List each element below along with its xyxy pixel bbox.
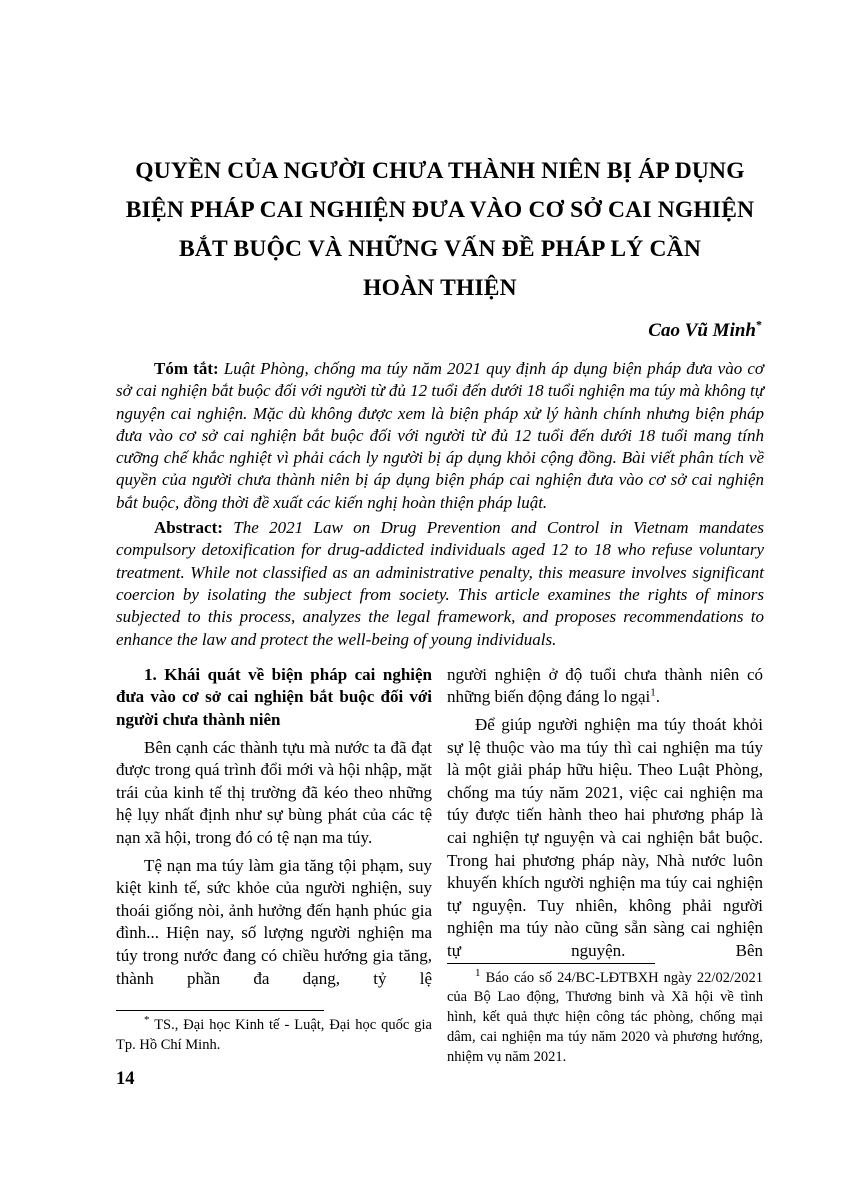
paragraph: Để giúp người nghiện ma túy thoát khỏi sự lệ thuộc vào ma túy thì cai nghiện ma túy là một giải pháp hữu hiệu. Theo Luật Phòng, chống ma túy năm 2021, việc cai nghiện ma túy được tiến hành theo hai phương pháp là cai nghiện tự nguyện và cai nghiện bắt buộc. Trong hai phương pháp này, Nhà nước luôn khuyến khích người nghiện ma túy cai nghiện tự nguyện. Tuy nhiên, không phải người nghiện ma túy nào cũng sẵn sàng cai nghiện tự nguyện. Bên xyxy=(447,715,763,960)
abstract-en xyxy=(116,517,764,651)
paragraph xyxy=(447,664,763,709)
footnote-marker: 1 xyxy=(475,966,481,979)
author-line xyxy=(116,317,764,342)
page-number: 14 xyxy=(116,1068,135,1089)
title-line-3: BẮT BUỘC VÀ NHỮNG VẤN ĐỀ PHÁP LÝ CẦN xyxy=(178,236,702,262)
abstract-section xyxy=(116,358,764,651)
abstract-vi-text: Luật Phòng, chống ma túy năm 2021 quy định áp dụng biện pháp đưa vào cơ sở cai nghiện bắt buộc đối với người từ đủ 12 tuổi đến dưới 18 tuổi nghiện ma túy mà không tự nguyện cai nghiện. Mặc dù không được xem là biện pháp xử lý hành chính nhưng biện pháp đưa vào cơ sở cai nghiện bắt buộc đối với người từ đủ 12 tuổi đến dưới 18 tuổi mang tính cưỡng chế khắc nghiệt vì phải cách ly người bị áp dụng khỏi cộng đồng. Bài viết phân tích về quyền của người chưa thành niên bị áp dụng biện pháp cai nghiện đưa vào cơ sở cai nghiện bắt buộc, đồng thời đề xuất các kiến nghị hoàn thiện pháp luật. xyxy=(116,359,765,512)
paragraph-text-end: . xyxy=(655,687,661,707)
section-1-heading: 1. Khái quát về biện pháp cai nghiện đưa vào cơ sở cai nghiện bắt buộc đối với người chưa thành niên xyxy=(116,664,432,730)
footnote-1 xyxy=(447,966,763,1068)
body-columns xyxy=(116,664,764,1065)
abstract-en-label: Abstract: xyxy=(154,518,223,538)
abstract-vi-label: Tóm tắt: xyxy=(154,359,219,378)
footnote-separator xyxy=(447,963,655,964)
paragraph: Tệ nạn ma túy làm gia tăng tội phạm, suy kiệt kinh tế, sức khỏe của người nghiện, suy thoái giống nòi, ảnh hưởng đến hạnh phúc gia đình... Hiện nay, số lượng người nghiện ma túy trong nước đang có chiều hướng gia tăng, thành phần đa dạng, tỷ lệ xyxy=(116,855,432,988)
paragraph: Bên cạnh các thành tựu mà nước ta đã đạt được trong quá trình đổi mới và hội nhập, mặt trái của kinh tế thị trường đã kéo theo những hệ lụy nhất định như sự bùng phát của các tệ nạn xã hội, trong đó có tệ nạn ma túy. xyxy=(116,737,432,848)
title-line-2: BIỆN PHÁP CAI NGHIỆN ĐƯA VÀO CƠ SỞ CAI NGHIỆN xyxy=(125,197,755,223)
footnote-reference-1: 1 xyxy=(650,686,656,699)
title-line-1: QUYỀN CỦA NGƯỜI CHƯA THÀNH NIÊN BỊ ÁP DỤNG xyxy=(135,158,745,184)
footnote-marker: * xyxy=(144,1014,150,1027)
footnote-right xyxy=(447,963,763,1068)
title-line-4: HOÀN THIỆN xyxy=(363,275,517,301)
footnote-separator xyxy=(116,1010,324,1011)
column-left xyxy=(116,664,432,1056)
footnote-author-affiliation xyxy=(116,1016,432,1056)
footnote-left xyxy=(116,1010,432,1056)
footnote-text: Báo cáo số 24/BC-LĐTBXH ngày 22/02/2021 của Bộ Lao động, Thương binh và Xã hội về tình hình, kết quả thực hiện công tác phòng, chống mại dâm, cai nghiện ma túy năm 2020 và phương hướng, nhiệm vụ năm 2021. xyxy=(447,969,763,1065)
abstract-vi xyxy=(116,358,764,514)
article-title xyxy=(116,152,764,308)
author-footnote-mark: * xyxy=(756,317,762,332)
column-right xyxy=(447,664,763,1065)
author-name: Cao Vũ Minh xyxy=(648,320,756,341)
paragraph-text: người nghiện ở độ tuổi chưa thành niên có những biến động đáng lo ngại xyxy=(447,664,763,707)
abstract-en-text: The 2021 Law on Drug Prevention and Control in Vietnam mandates compulsory detoxification for drug-addicted individuals aged 12 to 18 who refuse voluntary treatment. While not classified as an administrative penalty, this measure involves significant coercion by isolating the subject from society. This article examines the rights of minors subjected to this process, analyzes the legal framework, and proposes recommendations to enhance the law and protect the well-being of young individuals. xyxy=(116,518,765,649)
footnote-text: TS., Đại học Kinh tế - Luật, Đại học quốc gia Tp. Hồ Chí Minh. xyxy=(116,1017,432,1054)
